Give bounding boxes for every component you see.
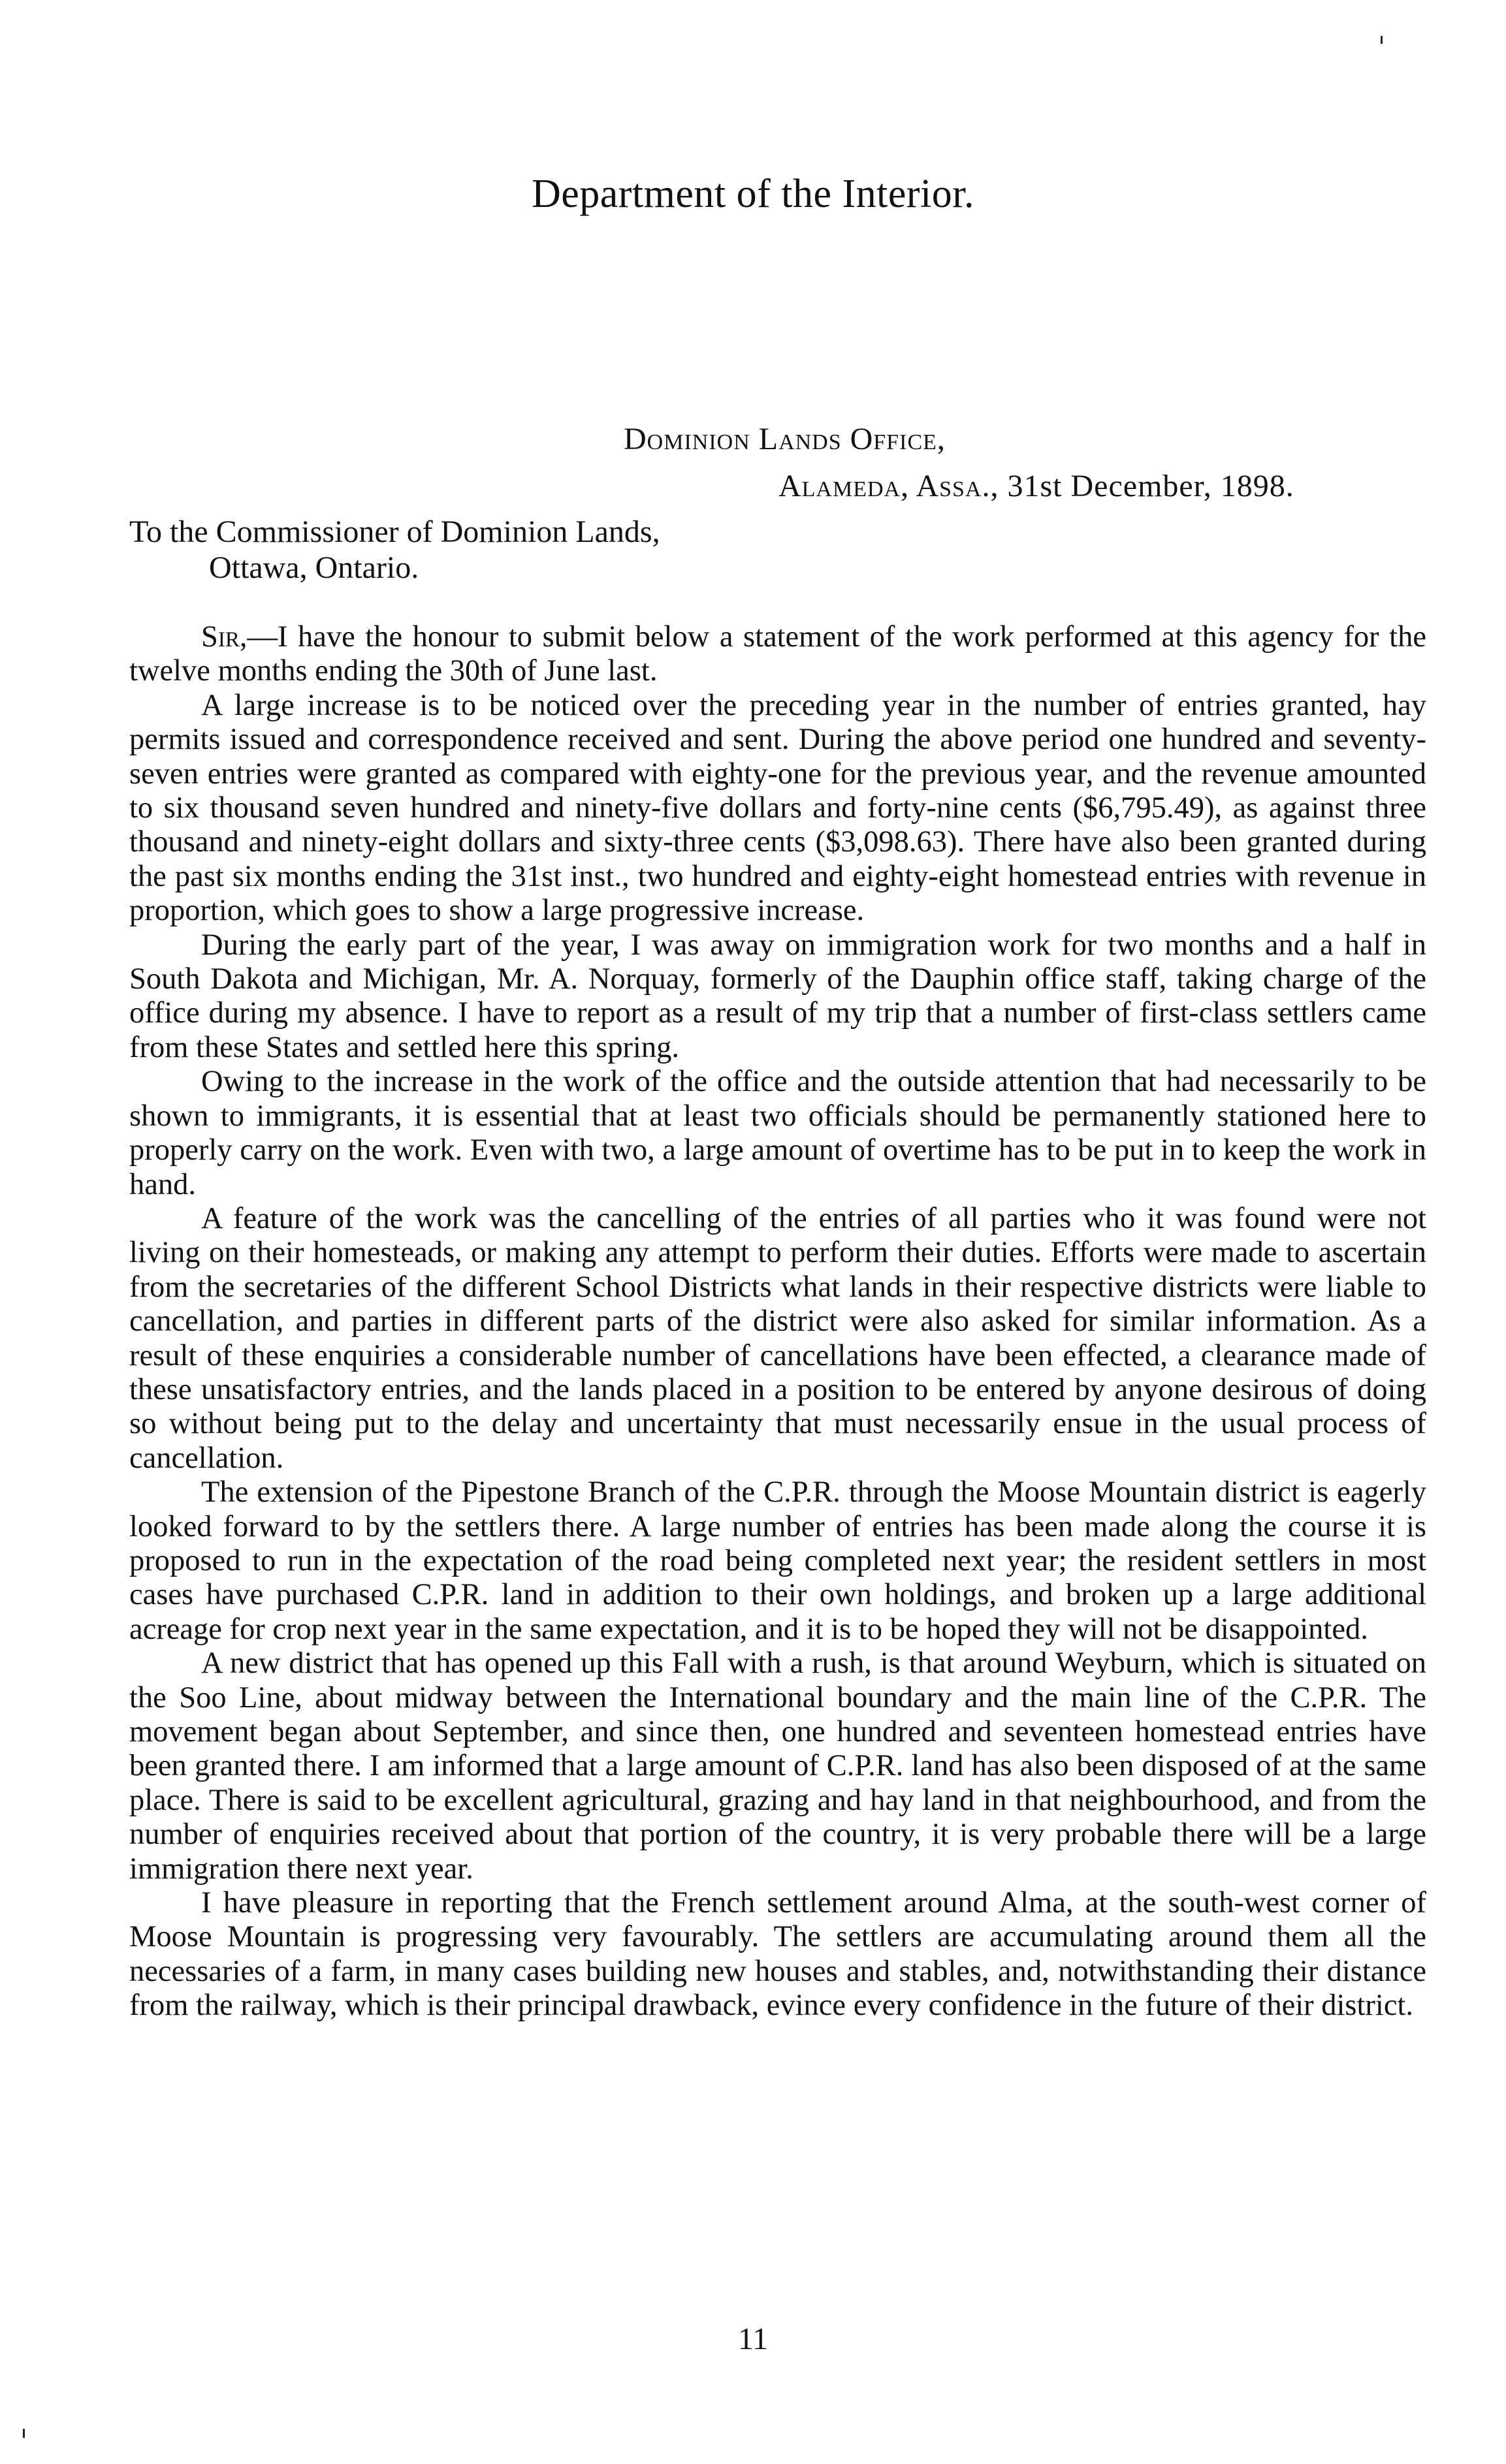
addressee-line-1: To the Commissioner of Dominion Lands, [129, 514, 660, 549]
paragraph-3: During the early part of the year, I was away on immigration work for two months and a half in South Dakota and Michigan, Mr. A. Norquay, formerly of the Dauphin office staff, taking charge of the office during my absence. I have to report as a result of my trip that a number of first-class settlers came from these States and settled here this spring. [129, 928, 1426, 1064]
paragraph-4: Owing to the increase in the work of the office and the outside attention that had necessarily to be shown to immigrants, it is essential that at least two officials should be permanently stationed here to properly carry on the work. Even with two, a large amount of overtime has to be put in to keep the work in hand. [129, 1065, 1426, 1201]
addressee-line-2: Ottawa, Ontario. [209, 550, 419, 585]
paragraph-7: A new district that has opened up this Fall with a rush, is that around Weyburn, which is situated on the Soo Line, about midway between the International boundary and the main line of the C.P.R. The movement began about September, and since then, one hundred and seventeen homestead entries have been granted there. I am informed that a large amount of C.P.R. land has also been disposed of at the same place. There is said to be excellent agricultural, grazing and hay land in that neighbourhood, and from the number of enquiries received about that portion of the country, it is very probable there will be a large immigration there next year. [129, 1647, 1426, 1886]
letter-date: 31st December, 1898. [1007, 469, 1294, 503]
paragraph-6: The extension of the Pipestone Branch of the C.P.R. through the Moose Mountain district is eagerly looked forward to by the settlers there. A large number of entries has been made along the course it is proposed to run in the expectation of the road being completed next year; the resident settlers in most cases have purchased C.P.R. land in addition to their own holdings, and broken up a large additional acreage for crop next year in the same expectation, and it is to be hoped they will not be disappointed. [129, 1476, 1426, 1646]
paragraph-8: I have pleasure in reporting that the French settlement around Alma, at the south-west corner of Moose Mountain is progressing very favourably. The settlers are accumulating around them all the necessaries of a farm, in many cases building new houses and stables, and, notwithstanding their distance from the railway, which is their principal drawback, evince every confidence in the future of their district. [129, 1886, 1426, 2023]
paragraph-1 [129, 620, 1426, 689]
paragraph-2: A large increase is to be noticed over the preceding year in the number of entries granted, hay permits issued and correspondence received and sent. During the above period one hundred and seventy-seven entries were granted as compared with eighty-one for the previous year, and the revenue amounted to six thousand seven hundred and ninety-five dollars and forty-nine cents ($6,795.49), as against three thousand and ninety-eight dollars and sixty-three cents ($3,098.63). There have also been granted during the past six months ending the 31st inst., two hundred and eighty-eight homestead entries with revenue in proportion, which goes to show a large progressive increase. [129, 688, 1426, 928]
page-title: Department of the Interior. [531, 172, 975, 216]
scan-mark [1381, 36, 1383, 44]
office-name: Dominion Lands Office, [624, 422, 946, 456]
scan-mark [23, 2429, 25, 2438]
letter-body [129, 620, 1426, 2023]
paragraph-1-text: —I have the honour to submit below a statement of the work performed at this agency for the twelve months ending the 30th of June last. [129, 620, 1426, 688]
page-number: 11 [737, 2322, 769, 2356]
office-location: Alameda, Assa., [778, 469, 999, 503]
salutation: Sir, [201, 620, 248, 654]
paragraph-5: A feature of the work was the cancelling of the entries of all parties who it was found were not living on their homesteads, or making any attempt to perform their duties. Efforts were made to ascertain from the secretaries of the different School Districts what lands in their respective districts were liable to cancellation, and parties in different parts of the district were also asked for similar information. As a result of these enquiries a considerable number of cancellations have been effected, a clearance made of these unsatisfactory entries, and the lands placed in a position to be entered by anyone desirous of doing so without being put to the delay and uncertainty that must necessarily ensue in the usual process of cancellation. [129, 1201, 1426, 1475]
office-location-date [778, 468, 1294, 504]
